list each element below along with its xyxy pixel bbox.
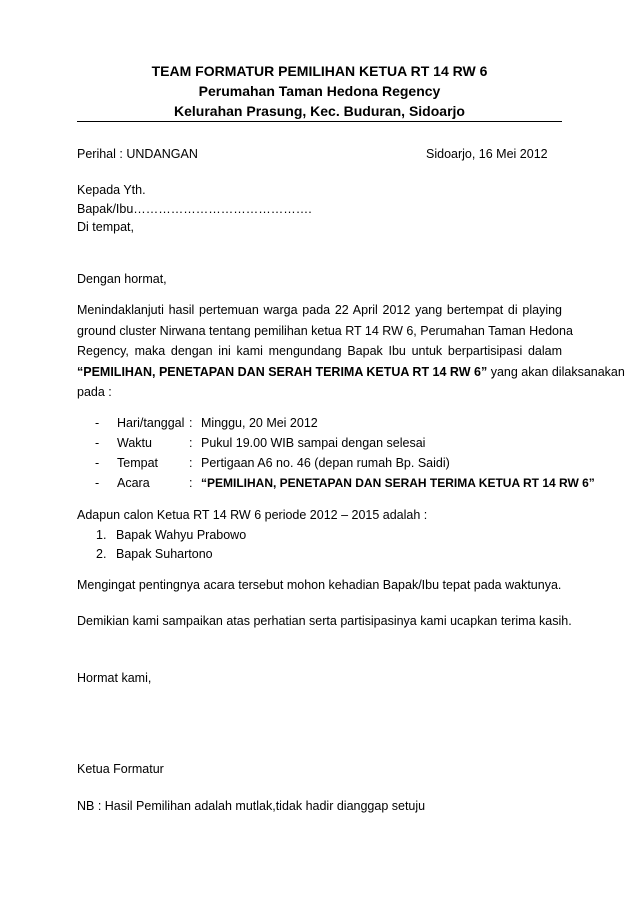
detail-value: Pukul 19.00 WIB sampai dengan selesai [201, 436, 426, 450]
header-line-3: Kelurahan Prasung, Kec. Buduran, Sidoarjo [174, 103, 465, 119]
candidates-intro: Adapun calon Ketua RT 14 RW 6 periode 2012 – 2015 adalah : [77, 508, 428, 522]
body-line-4-rest: yang akan dilaksanakan [490, 364, 625, 379]
detail-key: Waktu [117, 436, 152, 450]
list-dash: - [95, 456, 100, 470]
perihal: Perihal : UNDANGAN [77, 147, 198, 161]
header-line-1: TEAM FORMATUR PEMILIHAN KETUA RT 14 RW 6 [151, 63, 488, 79]
detail-value: Pertigaan A6 no. 46 (depan rumah Bp. Saidi) [201, 456, 450, 470]
list-dash: - [95, 416, 100, 430]
signatory: Ketua Formatur [77, 762, 164, 776]
nb-note: NB : Hasil Pemilihan adalah mutlak,tidak hadir dianggap setuju [77, 799, 426, 813]
detail-value: Minggu, 20 Mei 2012 [201, 416, 318, 430]
list-dash: - [95, 476, 100, 490]
header-line-2: Perumahan Taman Hedona Regency [198, 83, 441, 99]
body-line-3: Regency, maka dengan ini kami mengundang Bapak Ibu untuk berpartisipasi dalam [77, 344, 562, 358]
list-number: 1. [96, 528, 107, 542]
list-number: 2. [96, 547, 107, 561]
list-dash: - [95, 436, 100, 450]
detail-key: Acara [117, 476, 150, 490]
letter-header [77, 61, 562, 121]
mengingat-text: Mengingat pentingnya acara tersebut mohon kehadian Bapak/Ibu tepat pada waktunya. [77, 578, 562, 592]
detail-colon: : [189, 456, 193, 470]
detail-value: “PEMILIHAN, PENETAPAN DAN SERAH TERIMA KETUA RT 14 RW 6” [201, 476, 595, 490]
body-line-2: ground cluster Nirwana tentang pemilihan ketua RT 14 RW 6, Perumahan Taman Hedona [77, 323, 573, 338]
detail-colon: : [189, 416, 193, 430]
body-line-5: pada : [77, 385, 112, 399]
kepada: Kepada Yth. [77, 183, 146, 197]
candidate-name: Bapak Suhartono [116, 547, 213, 561]
candidate-name: Bapak Wahyu Prabowo [116, 528, 247, 542]
detail-colon: : [189, 476, 193, 490]
detail-key: Tempat [117, 456, 158, 470]
body-paragraph [77, 300, 625, 403]
body-line-4 [77, 362, 625, 383]
body-line-1: Menindaklanjuti hasil pertemuan warga pada 22 April 2012 yang bertempat di playing [77, 303, 562, 317]
salutation: Dengan hormat, [77, 272, 167, 286]
header-divider [77, 121, 562, 122]
detail-colon: : [189, 436, 193, 450]
place-date: Sidoarjo, 16 Mei 2012 [426, 147, 548, 161]
closing: Hormat kami, [77, 671, 152, 685]
event-title: “PEMILIHAN, PENETAPAN DAN SERAH TERIMA KETUA RT 14 RW 6” [77, 364, 488, 379]
bapak-ibu: Bapak/Ibu……………………………………. [77, 202, 312, 216]
demikian-text: Demikian kami sampaikan atas perhatian serta partisipasinya kami ucapkan terima kasih. [77, 614, 572, 628]
detail-key: Hari/tanggal [117, 416, 185, 430]
di-tempat: Di tempat, [77, 220, 134, 234]
